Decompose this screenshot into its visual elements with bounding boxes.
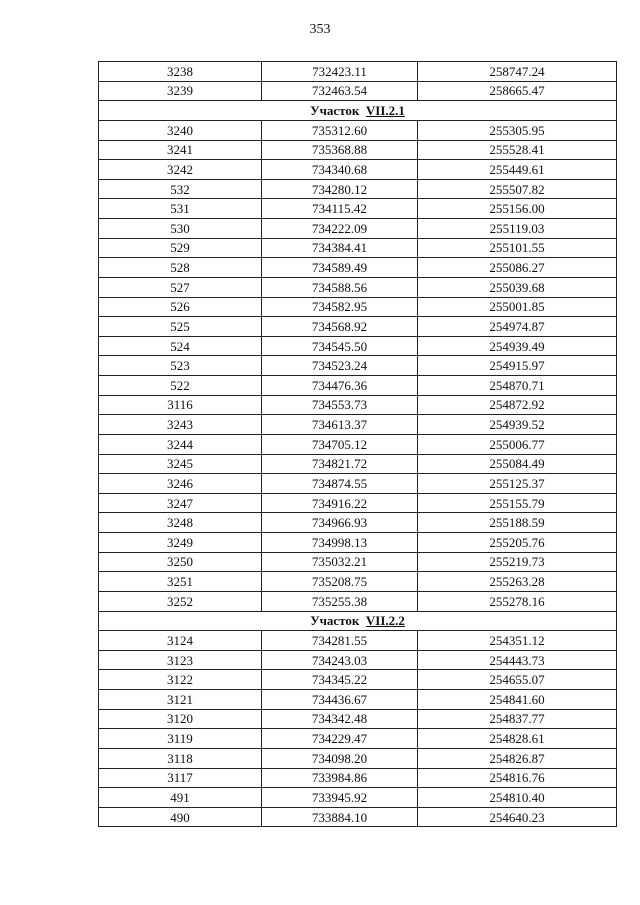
point-number-cell: 3122 bbox=[99, 670, 262, 690]
section-header-row bbox=[99, 101, 617, 121]
y-coordinate-cell: 255101.55 bbox=[418, 238, 617, 258]
y-coordinate-cell: 255119.03 bbox=[418, 219, 617, 239]
y-coordinate-cell: 254939.49 bbox=[418, 336, 617, 356]
section-title-code: VII.2.1 bbox=[365, 103, 405, 119]
y-coordinate-cell: 255001.85 bbox=[418, 297, 617, 317]
y-coordinate-cell: 254870.71 bbox=[418, 376, 617, 396]
y-coordinate-cell: 254816.76 bbox=[418, 768, 617, 788]
section-title-code: VII.2.2 bbox=[365, 613, 405, 629]
section-title-prefix: Участок bbox=[310, 613, 360, 629]
y-coordinate-cell: 255263.28 bbox=[418, 572, 617, 592]
table-row bbox=[99, 160, 617, 180]
y-coordinate-cell: 255084.49 bbox=[418, 454, 617, 474]
point-number-cell: 526 bbox=[99, 297, 262, 317]
point-number-cell: 3238 bbox=[99, 62, 262, 82]
table-row bbox=[99, 336, 617, 356]
y-coordinate-cell: 258747.24 bbox=[418, 62, 617, 82]
table-row bbox=[99, 415, 617, 435]
table-row bbox=[99, 690, 617, 710]
coordinates-table bbox=[98, 61, 617, 827]
x-coordinate-cell: 735312.60 bbox=[262, 120, 418, 140]
table-row bbox=[99, 120, 617, 140]
x-coordinate-cell: 734436.67 bbox=[262, 690, 418, 710]
point-number-cell: 3246 bbox=[99, 474, 262, 494]
table-row bbox=[99, 179, 617, 199]
table-row bbox=[99, 277, 617, 297]
point-number-cell: 3120 bbox=[99, 709, 262, 729]
y-coordinate-cell: 254837.77 bbox=[418, 709, 617, 729]
point-number-cell: 3240 bbox=[99, 120, 262, 140]
point-number-cell: 3123 bbox=[99, 650, 262, 670]
table-row bbox=[99, 513, 617, 533]
x-coordinate-cell: 735368.88 bbox=[262, 140, 418, 160]
y-coordinate-cell: 254443.73 bbox=[418, 650, 617, 670]
y-coordinate-cell: 255039.68 bbox=[418, 277, 617, 297]
point-number-cell: 3249 bbox=[99, 533, 262, 553]
table-row bbox=[99, 670, 617, 690]
x-coordinate-cell: 734229.47 bbox=[262, 729, 418, 749]
table-row bbox=[99, 258, 617, 278]
point-number-cell: 3245 bbox=[99, 454, 262, 474]
x-coordinate-cell: 734545.50 bbox=[262, 336, 418, 356]
point-number-cell: 3121 bbox=[99, 690, 262, 710]
table-row bbox=[99, 788, 617, 808]
y-coordinate-cell: 254915.97 bbox=[418, 356, 617, 376]
y-coordinate-cell: 255155.79 bbox=[418, 493, 617, 513]
x-coordinate-cell: 734705.12 bbox=[262, 434, 418, 454]
point-number-cell: 531 bbox=[99, 199, 262, 219]
x-coordinate-cell: 734588.56 bbox=[262, 277, 418, 297]
table-row bbox=[99, 376, 617, 396]
x-coordinate-cell: 734874.55 bbox=[262, 474, 418, 494]
x-coordinate-cell: 734243.03 bbox=[262, 650, 418, 670]
table-row bbox=[99, 533, 617, 553]
x-coordinate-cell: 734582.95 bbox=[262, 297, 418, 317]
y-coordinate-cell: 255205.76 bbox=[418, 533, 617, 553]
y-coordinate-cell: 255278.16 bbox=[418, 591, 617, 611]
x-coordinate-cell: 734998.13 bbox=[262, 533, 418, 553]
y-coordinate-cell: 255086.27 bbox=[418, 258, 617, 278]
point-number-cell: 528 bbox=[99, 258, 262, 278]
x-coordinate-cell: 734345.22 bbox=[262, 670, 418, 690]
point-number-cell: 523 bbox=[99, 356, 262, 376]
table-row bbox=[99, 748, 617, 768]
point-number-cell: 524 bbox=[99, 336, 262, 356]
table-row bbox=[99, 356, 617, 376]
table-row bbox=[99, 768, 617, 788]
table-row bbox=[99, 729, 617, 749]
y-coordinate-cell: 254939.52 bbox=[418, 415, 617, 435]
y-coordinate-cell: 255188.59 bbox=[418, 513, 617, 533]
y-coordinate-cell: 254841.60 bbox=[418, 690, 617, 710]
point-number-cell: 3244 bbox=[99, 434, 262, 454]
point-number-cell: 3251 bbox=[99, 572, 262, 592]
table-row bbox=[99, 631, 617, 651]
point-number-cell: 3252 bbox=[99, 591, 262, 611]
x-coordinate-cell: 735208.75 bbox=[262, 572, 418, 592]
x-coordinate-cell: 734553.73 bbox=[262, 395, 418, 415]
y-coordinate-cell: 255449.61 bbox=[418, 160, 617, 180]
x-coordinate-cell: 733884.10 bbox=[262, 807, 418, 827]
x-coordinate-cell: 734916.22 bbox=[262, 493, 418, 513]
y-coordinate-cell: 255156.00 bbox=[418, 199, 617, 219]
point-number-cell: 3124 bbox=[99, 631, 262, 651]
y-coordinate-cell: 255125.37 bbox=[418, 474, 617, 494]
x-coordinate-cell: 734966.93 bbox=[262, 513, 418, 533]
point-number-cell: 3116 bbox=[99, 395, 262, 415]
table-row bbox=[99, 650, 617, 670]
y-coordinate-cell: 255006.77 bbox=[418, 434, 617, 454]
table-row bbox=[99, 709, 617, 729]
y-coordinate-cell: 254640.23 bbox=[418, 807, 617, 827]
x-coordinate-cell: 734098.20 bbox=[262, 748, 418, 768]
x-coordinate-cell: 734342.48 bbox=[262, 709, 418, 729]
section-header-row bbox=[99, 611, 617, 631]
section-title bbox=[99, 101, 617, 121]
table-row bbox=[99, 219, 617, 239]
point-number-cell: 522 bbox=[99, 376, 262, 396]
y-coordinate-cell: 254655.07 bbox=[418, 670, 617, 690]
table-row bbox=[99, 317, 617, 337]
section-title-prefix: Участок bbox=[310, 103, 360, 119]
x-coordinate-cell: 735032.21 bbox=[262, 552, 418, 572]
point-number-cell: 3250 bbox=[99, 552, 262, 572]
point-number-cell: 3243 bbox=[99, 415, 262, 435]
x-coordinate-cell: 734281.55 bbox=[262, 631, 418, 651]
x-coordinate-cell: 734340.68 bbox=[262, 160, 418, 180]
y-coordinate-cell: 255507.82 bbox=[418, 179, 617, 199]
table-row bbox=[99, 474, 617, 494]
y-coordinate-cell: 255305.95 bbox=[418, 120, 617, 140]
x-coordinate-cell: 734568.92 bbox=[262, 317, 418, 337]
coordinates-table-body bbox=[99, 62, 617, 827]
y-coordinate-cell: 254826.87 bbox=[418, 748, 617, 768]
table-row bbox=[99, 140, 617, 160]
x-coordinate-cell: 733984.86 bbox=[262, 768, 418, 788]
x-coordinate-cell: 732463.54 bbox=[262, 81, 418, 101]
section-title bbox=[99, 611, 617, 631]
point-number-cell: 491 bbox=[99, 788, 262, 808]
x-coordinate-cell: 734613.37 bbox=[262, 415, 418, 435]
x-coordinate-cell: 734115.42 bbox=[262, 199, 418, 219]
point-number-cell: 3239 bbox=[99, 81, 262, 101]
point-number-cell: 532 bbox=[99, 179, 262, 199]
point-number-cell: 3241 bbox=[99, 140, 262, 160]
point-number-cell: 525 bbox=[99, 317, 262, 337]
table-row bbox=[99, 454, 617, 474]
table-row bbox=[99, 434, 617, 454]
point-number-cell: 3118 bbox=[99, 748, 262, 768]
point-number-cell: 527 bbox=[99, 277, 262, 297]
table-row bbox=[99, 572, 617, 592]
x-coordinate-cell: 734523.24 bbox=[262, 356, 418, 376]
y-coordinate-cell: 254974.87 bbox=[418, 317, 617, 337]
page-number: 353 bbox=[309, 22, 331, 37]
point-number-cell: 530 bbox=[99, 219, 262, 239]
y-coordinate-cell: 255528.41 bbox=[418, 140, 617, 160]
x-coordinate-cell: 734589.49 bbox=[262, 258, 418, 278]
table-row bbox=[99, 552, 617, 572]
x-coordinate-cell: 734821.72 bbox=[262, 454, 418, 474]
y-coordinate-cell: 254810.40 bbox=[418, 788, 617, 808]
point-number-cell: 3119 bbox=[99, 729, 262, 749]
point-number-cell: 3247 bbox=[99, 493, 262, 513]
point-number-cell: 490 bbox=[99, 807, 262, 827]
x-coordinate-cell: 734222.09 bbox=[262, 219, 418, 239]
x-coordinate-cell: 734280.12 bbox=[262, 179, 418, 199]
table-row bbox=[99, 238, 617, 258]
y-coordinate-cell: 254872.92 bbox=[418, 395, 617, 415]
x-coordinate-cell: 734476.36 bbox=[262, 376, 418, 396]
table-row bbox=[99, 493, 617, 513]
y-coordinate-cell: 255219.73 bbox=[418, 552, 617, 572]
table-row bbox=[99, 199, 617, 219]
point-number-cell: 3117 bbox=[99, 768, 262, 788]
point-number-cell: 529 bbox=[99, 238, 262, 258]
point-number-cell: 3248 bbox=[99, 513, 262, 533]
x-coordinate-cell: 732423.11 bbox=[262, 62, 418, 82]
point-number-cell: 3242 bbox=[99, 160, 262, 180]
table-row bbox=[99, 807, 617, 827]
x-coordinate-cell: 733945.92 bbox=[262, 788, 418, 808]
y-coordinate-cell: 258665.47 bbox=[418, 81, 617, 101]
x-coordinate-cell: 734384.41 bbox=[262, 238, 418, 258]
x-coordinate-cell: 735255.38 bbox=[262, 591, 418, 611]
table-row bbox=[99, 591, 617, 611]
table-row bbox=[99, 62, 617, 82]
table-row bbox=[99, 297, 617, 317]
y-coordinate-cell: 254351.12 bbox=[418, 631, 617, 651]
y-coordinate-cell: 254828.61 bbox=[418, 729, 617, 749]
table-row bbox=[99, 81, 617, 101]
table-row bbox=[99, 395, 617, 415]
